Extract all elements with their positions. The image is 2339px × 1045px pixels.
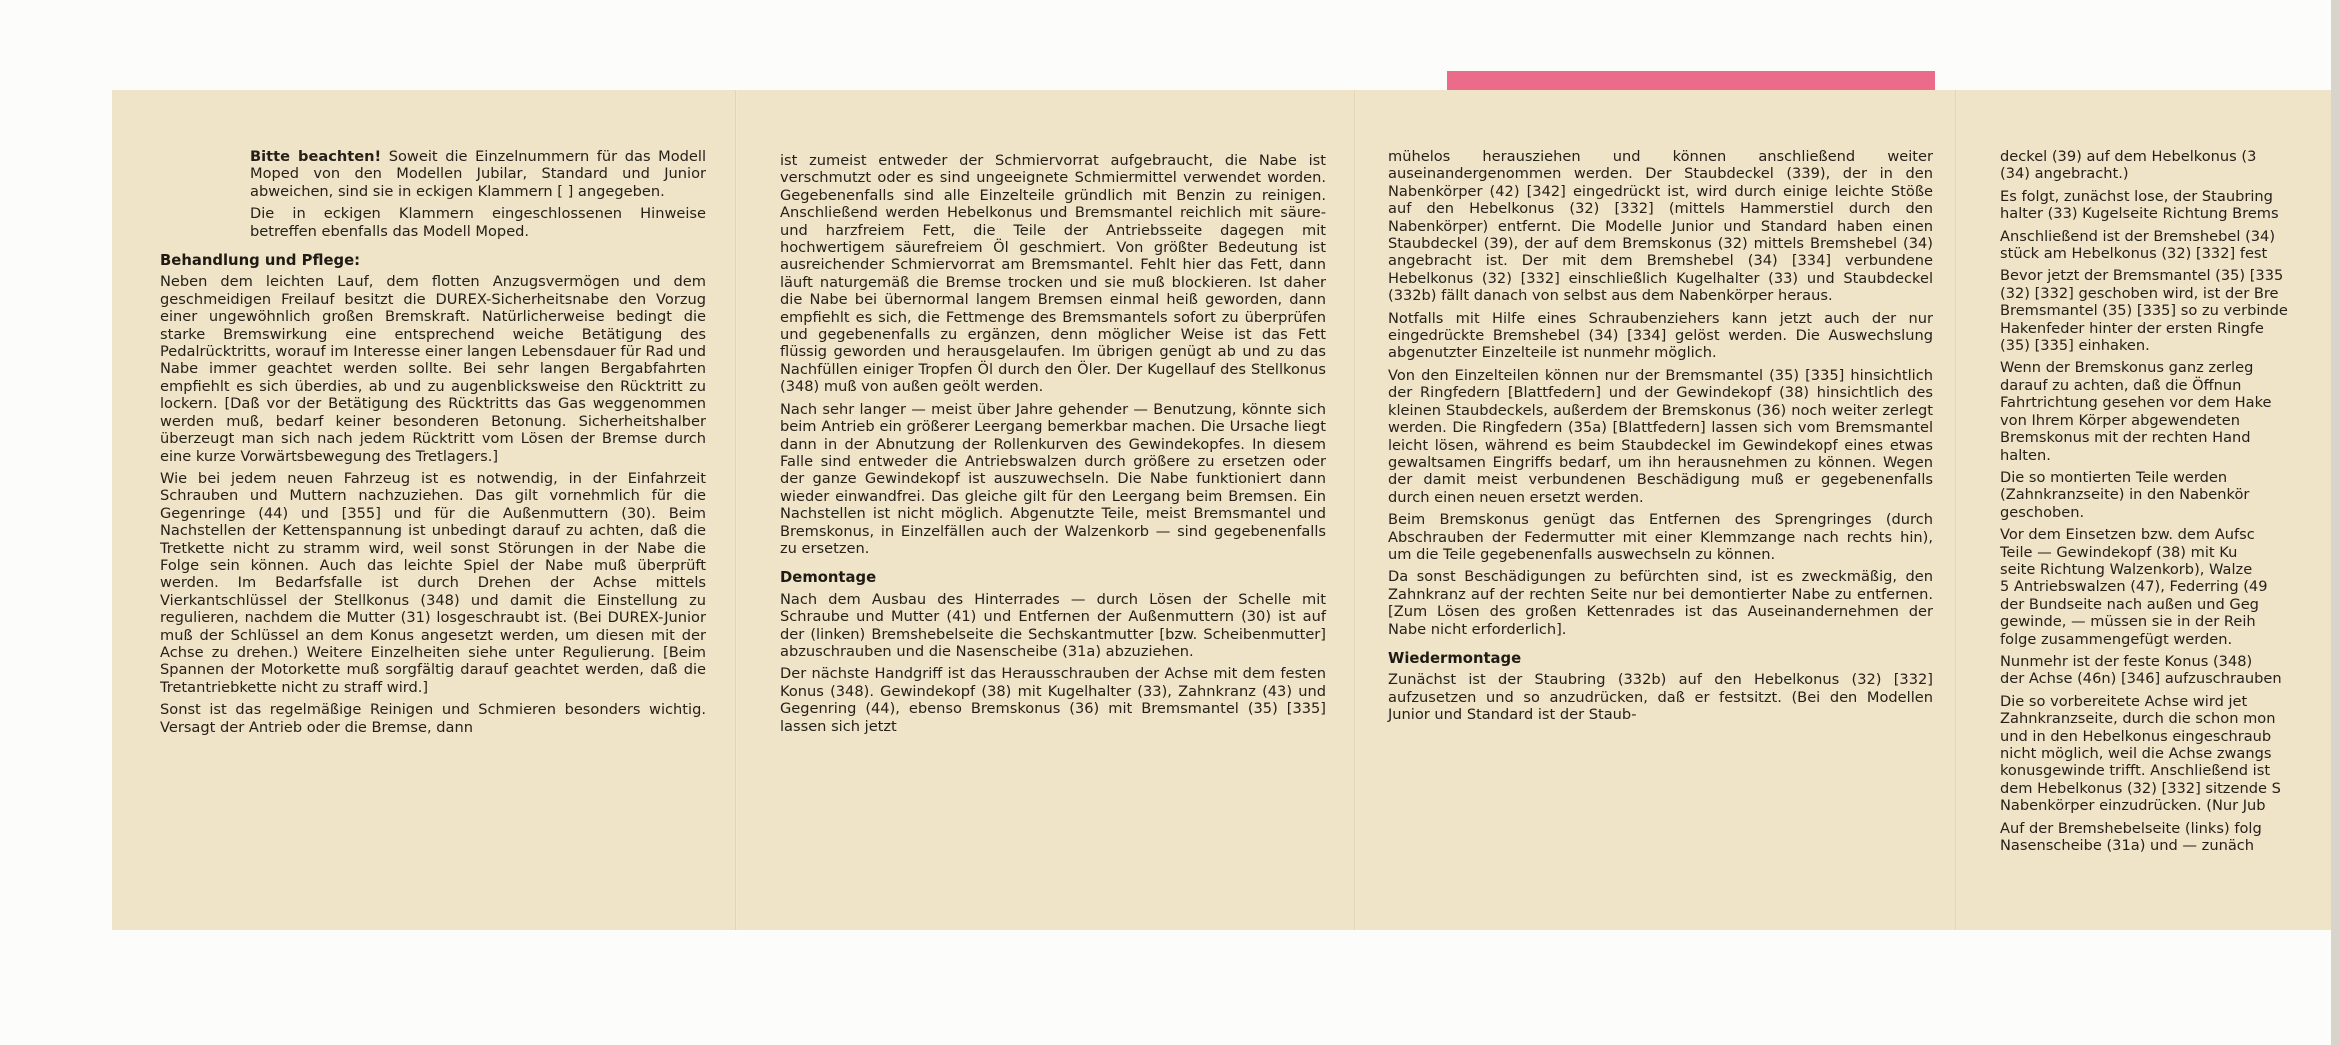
text-line: Die so vorbereitete Achse wird jet: [2000, 692, 2248, 710]
text-line: nicht möglich, weil die Achse zwangs: [2000, 745, 2272, 762]
text-line: der Bundseite nach außen und Geg: [2000, 595, 2259, 613]
panel-3-text: [1388, 148, 1933, 729]
leaflet-panel-1: [112, 90, 737, 930]
text-line: (34) angebracht.): [2000, 165, 2129, 183]
text-line: darauf zu achten, daß die Öffnun: [2000, 376, 2242, 394]
intro-note: [160, 148, 706, 240]
paragraph: Beim Bremskonus genügt das Entfernen des Sprengringes (durch Abschrauben der Federmutter mit einer Klemmzange nach rechts hin), um die Teile gegebenenfalls auswechseln zu können.: [1388, 511, 1933, 563]
text-line: Bremskonus mit der rechten Hand: [2000, 429, 2251, 447]
paragraph: [2000, 820, 2339, 855]
paragraph: Der nächste Handgriff ist das Herausschrauben der Achse mit dem festen Konus (348). Gewindekopf (38) mit Kugelhalter (33), Zahnkranz (43) und Gegenring (44), ebenso Bremskonus (36) mit Bremsmantel (35) [335] lassen sich jetzt: [780, 665, 1326, 735]
paragraph: [2000, 188, 2339, 223]
panel-2-text: [780, 152, 1326, 740]
paragraph: ist zumeist entweder der Schmiervorrat aufgebraucht, die Nabe ist verschmutzt oder es sind ungeeignete Schmiermittel verwendet worden. Gegebenenfalls sind alle Einzelteile gründlich mit Benzin zu reinigen. Anschließend werden Hebelkonus und Bremsmantel reichlich mit säure- und harzfreiem Fett, die Teile der Antriebsseite dagegen mit hochwertigem säurefreiem Öl geschmiert. Von größter Bedeutung ist ausreichender Schmiervorrat am Bremsmantel. Fehlt hier das Fett, dann läuft naturgemäß die Bremse trocken und sie muß blockieren. Ist daher die Nabe bei übernormal langem Bremsen einmal heiß geworden, dann empfiehlt es sich, die Fettmenge des Bremsmantels sofort zu überprüfen und gegebenenfalls zu ergänzen, denn möglicher Weise ist das Fett flüssig geworden und herausgelaufen. Im übrigen genügt ab und zu das Nachfüllen einiger Tropfen Öl durch den Öler. Der Kugellauf des Stellkonus (348) muß von außen geölt werden.: [780, 152, 1326, 396]
text-line: Anschließend ist der Bremshebel (34): [2000, 227, 2276, 245]
paragraph: [2000, 526, 2339, 648]
paragraph: [2000, 267, 2339, 354]
leaflet-panel-3: [1356, 90, 1957, 930]
heading-wiedermontage: Wiedermontage: [1388, 649, 1522, 667]
text-line: Nunmehr ist der feste Konus (348): [2000, 652, 2253, 670]
paragraph: [2000, 653, 2339, 688]
text-line: Nasenscheibe (31a) und — zunäch: [2000, 837, 2255, 855]
text-line: (35) [335] einhaken.: [2000, 337, 2150, 355]
text-line: halten.: [2000, 446, 2051, 464]
text-line: Bevor jetzt der Bremsmantel (35) [335: [2000, 267, 2284, 285]
panel-1-text: [160, 148, 706, 741]
panel-4-text: [2000, 148, 2339, 854]
paragraph: mühelos herausziehen und können anschließend weiter auseinandergenommen werden. Der Staubdeckel (339), der in den Nabenkörper (42) [342] eingedrückt ist, wird durch einige leichte Stöße auf den Hebelkonus (32) [332] (mittels Hammerstiel durch den Nabenkörper) entfernt. Die Modelle Junior und Standard haben einen Staubdeckel (39), der auf dem Bremskonus (32) mittels Bremshebel (34) angebracht ist. Der mit dem Bremshebel (34) [334] verbundene Hebelkonus (32) [332] einschließlich Kugelhalter (33) und Staubdeckel (332b) fällt danach von selbst aus dem Nabenkörper heraus.: [1388, 148, 1933, 305]
text-line: Hakenfeder hinter der ersten Ringfe: [2000, 319, 2264, 337]
paragraph: Wie bei jedem neuen Fahrzeug ist es notwendig, in der Einfahrzeit Schrauben und Muttern nachzuziehen. Das gilt vornehmlich für die Gegenringe (44) und [355] und für die Außenmuttern (30). Beim Nachstellen der Kettenspannung ist unbedingt darauf zu achten, daß die Tretkette nicht zu stramm wird, weil sonst Störungen in der Nabe die Folge sein können. Auch das leichte Spiel der Nabe muß überprüft werden. Im Bedarfsfalle ist durch Drehen der Achse mittels Vierkantschlüssel der Stellkonus (348) und damit die Einstellung zu regulieren, nachdem die Mutter (31) losgeschraubt ist. (Bei DUREX-Junior muß der Schlüssel an dem Konus angesetzt werden, um diesen mit der Achse zu drehen.) Weitere Einzelheiten siehe unter Regulierung. [Beim Spannen der Motorkette muß sorgfältig darauf geachtet werden, daß die Tretantriebkette nicht zu straff wird.]: [160, 469, 706, 696]
paragraph: [2000, 359, 2339, 463]
intro-bold: Bitte beachten!: [250, 148, 382, 165]
heading-behandlung: Behandlung und Pflege:: [160, 252, 361, 270]
paragraph: Zunächst ist der Staubring (332b) auf den Hebelkonus (32) [332] aufzusetzen und so anzudrücken, daß er festsitzt. (Bei den Modellen Junior und Standard ist der Staub-: [1388, 671, 1933, 724]
intro-paragraph-2: Die in eckigen Klammern eingeschlossenen Hinweise betreffen ebenfalls das Modell Moped.: [250, 205, 706, 240]
text-line: geschoben.: [2000, 503, 2085, 521]
pink-paper-strip: [1447, 71, 1935, 91]
text-line: gewinde, — müssen sie in der Reih: [2000, 613, 2256, 631]
text-line: dem Hebelkonus (32) [332] sitzende S: [2000, 779, 2281, 797]
text-line: deckel (39) auf dem Hebelkonus (3: [2000, 148, 2257, 165]
text-line: (32) [332] geschoben wird, ist der Bre: [2000, 284, 2279, 302]
text-line: seite Richtung Walzenkorb), Walze: [2000, 560, 2253, 578]
intro-paragraph: [250, 148, 706, 200]
text-line: (Zahnkranzseite) in den Nabenkör: [2000, 486, 2250, 504]
text-line: Zahnkranzseite, durch die schon mon: [2000, 710, 2276, 728]
scan-edge: [2331, 0, 2339, 1045]
paragraph: [2000, 469, 2339, 521]
text-line: Vor dem Einsetzen bzw. dem Aufsc: [2000, 526, 2255, 544]
paragraph: Von den Einzelteilen können nur der Bremsmantel (35) [335] hinsichtlich der Ringfedern [Blattfedern] und der Gewindekopf (38) hinsichtlich des kleinen Staubdeckels, außerdem der Bremskonus (36) noch weiter zerlegt werden. Die Ringfedern (35a) [Blattfedern] lassen sich vom Bremsmantel leicht lösen, während es beim Staubdeckel im Gewindekopf eines etwas gewaltsamen Eingriffs bedarf, um ihn herausnehmen zu können. Wegen der damit meist verbundenen Beschädigung muß er gegebenenfalls durch einen neuen ersetzt werden.: [1388, 366, 1933, 506]
leaflet-panel-2: [737, 90, 1356, 930]
paragraph: Neben dem leichten Lauf, dem flotten Anzugsvermögen und dem geschmeidigen Freilauf besitzt die DUREX-Sicherheitsnabe den Vorzug einer ungewöhnlich großen Bremskraft. Natürlicherweise bedingt die starke Bremswirkung eine entsprechend weiche Betätigung des Pedalrücktritts, worauf im Interesse einer langen Lebensdauer für Rad und Nabe immer geachtet werden sollte. Bei sehr langen Bergabfahrten empfiehlt es sich überdies, ab und zu augenblicksweise den Rücktritt zu lockern. [Daß vor der Betätigung des Rücktritts das Gas weggenommen werden muß, bedarf keiner besonderen Betonung. Sicherheitshalber überzeugt man sich nach jedem Rücktritt vom Lösen der Bremse durch eine kurze Vorwärtsbewegung des Tretlagers.]: [160, 273, 706, 465]
text-line: Fahrtrichtung gesehen vor dem Hake: [2000, 394, 2272, 412]
text-line: halter (33) Kugelseite Richtung Brems: [2000, 205, 2279, 223]
paragraph: [2000, 228, 2339, 263]
text-line: konusgewinde trifft. Anschließend ist: [2000, 762, 2271, 780]
paragraph: Nach dem Ausbau des Hinterrades — durch Lösen der Schelle mit Schraube und Mutter (41) und Entfernen der Außenmuttern (30) ist auf der (linken) Bremshebelseite die Sechskantmutter [bzw. Scheibenmutter] abzuschrauben und die Nasenscheibe (31a) abzuziehen.: [780, 590, 1326, 660]
paragraph: [2000, 693, 2339, 815]
text-line: und in den Hebelkonus eingeschraub: [2000, 727, 2272, 745]
text-line: der Achse (46n) [346] aufzuschrauben: [2000, 670, 2282, 688]
text-line: folge zusammengefügt werden.: [2000, 630, 2233, 648]
paragraph: Nach sehr langer — meist über Jahre gehender — Benutzung, könnte sich beim Antrieb ein größerer Leergang bemerkbar machen. Die Ursache liegt dann in der Abnutzung der Rollenkurven des Gewindekopfes. In diesem Falle sind entweder die Antriebswalzen durch größere zu ersetzen oder der ganze Gewindekopf ist auszuwechseln. Die Nabe funktioniert dann wieder einwandfrei. Das gleiche gilt für den Leergang beim Bremsen. Ein Nachstellen ist nicht möglich. Abgenutzte Teile, meist Bremsmantel und Bremskonus, in Einzelfällen auch der Walzenkorb — sind gegebenenfalls zu ersetzen.: [780, 400, 1326, 557]
text-line: Teile — Gewindekopf (38) mit Ku: [2000, 543, 2238, 561]
paragraph: Notfalls mit Hilfe eines Schraubenziehers kann jetzt auch der nur eingedrückte Bremshebel (34) [334] gelöst werden. Die Auswechslung abgenutzter Einzelteile ist nunmehr möglich.: [1388, 309, 1933, 362]
paragraph: [2000, 148, 2339, 183]
text-line: Es folgt, zunächst lose, der Staubring: [2000, 187, 2273, 205]
text-line: Auf der Bremshebelseite (links) folg: [2000, 819, 2262, 837]
text-line: stück am Hebelkonus (32) [332] fest: [2000, 245, 2268, 263]
text-line: Bremsmantel (35) [335] so zu verbinde: [2000, 302, 2288, 320]
heading-demontage: Demontage: [780, 569, 877, 587]
text-line: Wenn der Bremskonus ganz zerleg: [2000, 359, 2254, 377]
leaflet-panel-4: [1957, 90, 2339, 930]
paragraph: Sonst ist das regelmäßige Reinigen und Schmieren besonders wichtig. Versagt der Antrieb oder die Bremse, dann: [160, 701, 706, 736]
text-line: von Ihrem Körper abgewendeten: [2000, 411, 2240, 429]
intro-text: Soweit die Einzelnummern für das Modell Moped von den Modellen Jubilar, Standard und Junior abweichen, sind sie in eckigen Klammern [ ] angegeben.: [250, 148, 706, 200]
text-line: Die so montierten Teile werden: [2000, 468, 2228, 486]
text-line: 5 Antriebswalzen (47), Federring (49: [2000, 578, 2268, 596]
paragraph: Da sonst Beschädigungen zu befürchten sind, ist es zweckmäßig, den Zahnkranz auf der rechten Seite nur bei demontierter Nabe zu entfernen. [Zum Lösen des großen Kettenrades ist das Auseinandernehmen der Nabe nicht erforderlich].: [1388, 568, 1933, 638]
text-line: Nabenkörper einzudrücken. (Nur Jub: [2000, 797, 2266, 815]
